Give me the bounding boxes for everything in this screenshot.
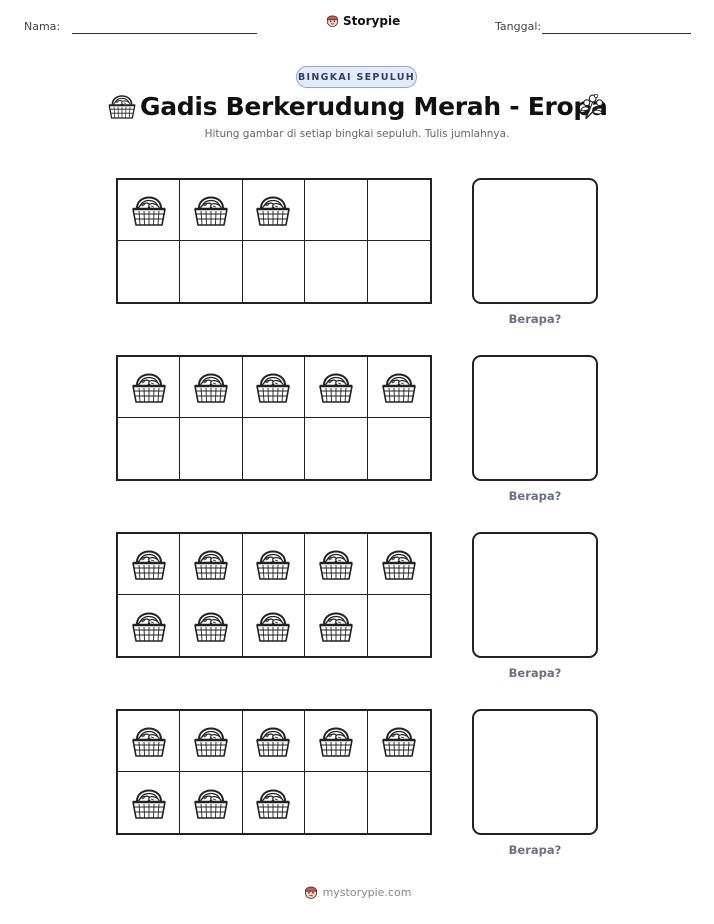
basket-icon [106,90,138,122]
instructions: Hitung gambar di setiap bingkai sepuluh. Tulis jumlahnya. [204,128,510,140]
page-title: Gadis Berkerudung Merah - Eropa [140,92,608,121]
bread-basket-icon [379,367,419,407]
ten-frame-cell [305,418,367,479]
bread-basket-icon [129,190,169,230]
ten-frame-cell [243,595,305,656]
ten-frame-cell [243,711,305,772]
ten-frame-cell [243,357,305,418]
ten-frame-cell [305,772,367,833]
ten-frame-cell [180,418,242,479]
ten-frame-cell [180,595,242,656]
bread-basket-icon [316,721,356,761]
storypie-mascot-icon [325,13,340,28]
ten-frame-cell [180,534,242,595]
ten-frame-cell [368,357,430,418]
ten-frame-cell [243,772,305,833]
ten-frame [116,355,432,481]
ten-frame-cell [305,711,367,772]
ten-frame [116,709,432,835]
ten-frame [116,178,432,304]
ten-frame-cell [368,595,430,656]
bread-basket-icon [191,190,231,230]
answer-box[interactable] [472,709,598,835]
ten-frame-cell [118,418,180,479]
ten-frame-cell [118,711,180,772]
ten-frame-cell [180,180,242,241]
bread-basket-icon [253,721,293,761]
ten-frame-cell [305,595,367,656]
date-field[interactable] [542,33,691,34]
answer-box[interactable] [472,532,598,658]
ten-frame-cell [118,534,180,595]
answer-label: Berapa? [508,843,562,857]
ten-frame-cell [180,241,242,302]
date-label: Tanggal: [495,20,542,33]
bread-basket-icon [129,721,169,761]
bread-basket-icon [253,190,293,230]
bread-basket-icon [191,721,231,761]
worksheet-header [0,0,714,50]
ten-frame-cell [118,772,180,833]
bread-basket-icon [253,783,293,823]
bread-basket-icon [191,544,231,584]
answer-box[interactable] [472,178,598,304]
ten-frame-cell [118,241,180,302]
flower-bouquet-icon [574,90,608,124]
brand-logo [325,13,400,28]
ten-frame-cell [118,595,180,656]
bread-basket-icon [191,783,231,823]
bread-basket-icon [129,783,169,823]
bread-basket-icon [316,606,356,646]
ten-frame-cell [118,357,180,418]
storypie-mascot-icon [303,884,319,900]
answer-label: Berapa? [508,312,562,326]
ten-frame-cell [243,534,305,595]
bread-basket-icon [253,606,293,646]
answer-label: Berapa? [508,489,562,503]
ten-frame-cell [368,772,430,833]
bread-basket-icon [129,606,169,646]
bread-basket-icon [379,544,419,584]
ten-frame-cell [368,418,430,479]
bread-basket-icon [129,367,169,407]
ten-frame-cell [368,534,430,595]
ten-frame-cell [243,241,305,302]
ten-frame-cell [180,357,242,418]
ten-frame-cell [368,180,430,241]
footer [0,884,714,900]
ten-frame-cell [243,180,305,241]
ten-frame-cell [243,418,305,479]
bread-basket-icon [253,544,293,584]
bread-basket-icon [379,721,419,761]
ten-frame-cell [368,241,430,302]
footer-site: mystorypie.com [322,885,412,899]
ten-frame-cell [118,180,180,241]
bread-basket-icon [191,606,231,646]
ten-frame [116,532,432,658]
ten-frame-cell [305,357,367,418]
ten-frame-cell [305,241,367,302]
bread-basket-icon [316,544,356,584]
bread-basket-icon [129,544,169,584]
ten-frame-cell [305,180,367,241]
ten-frame-cell [180,711,242,772]
bread-basket-icon [191,367,231,407]
answer-label: Berapa? [508,666,562,680]
ten-frame-cell [368,711,430,772]
name-label: Nama: [24,20,61,33]
bread-basket-icon [316,367,356,407]
ten-frame-cell [305,534,367,595]
name-field[interactable] [72,33,257,34]
bread-basket-icon [253,367,293,407]
worksheet-type-badge: BINGKAI SEPULUH [296,66,417,88]
brand-name: Storypie [343,13,401,28]
answer-box[interactable] [472,355,598,481]
ten-frame-cell [180,772,242,833]
